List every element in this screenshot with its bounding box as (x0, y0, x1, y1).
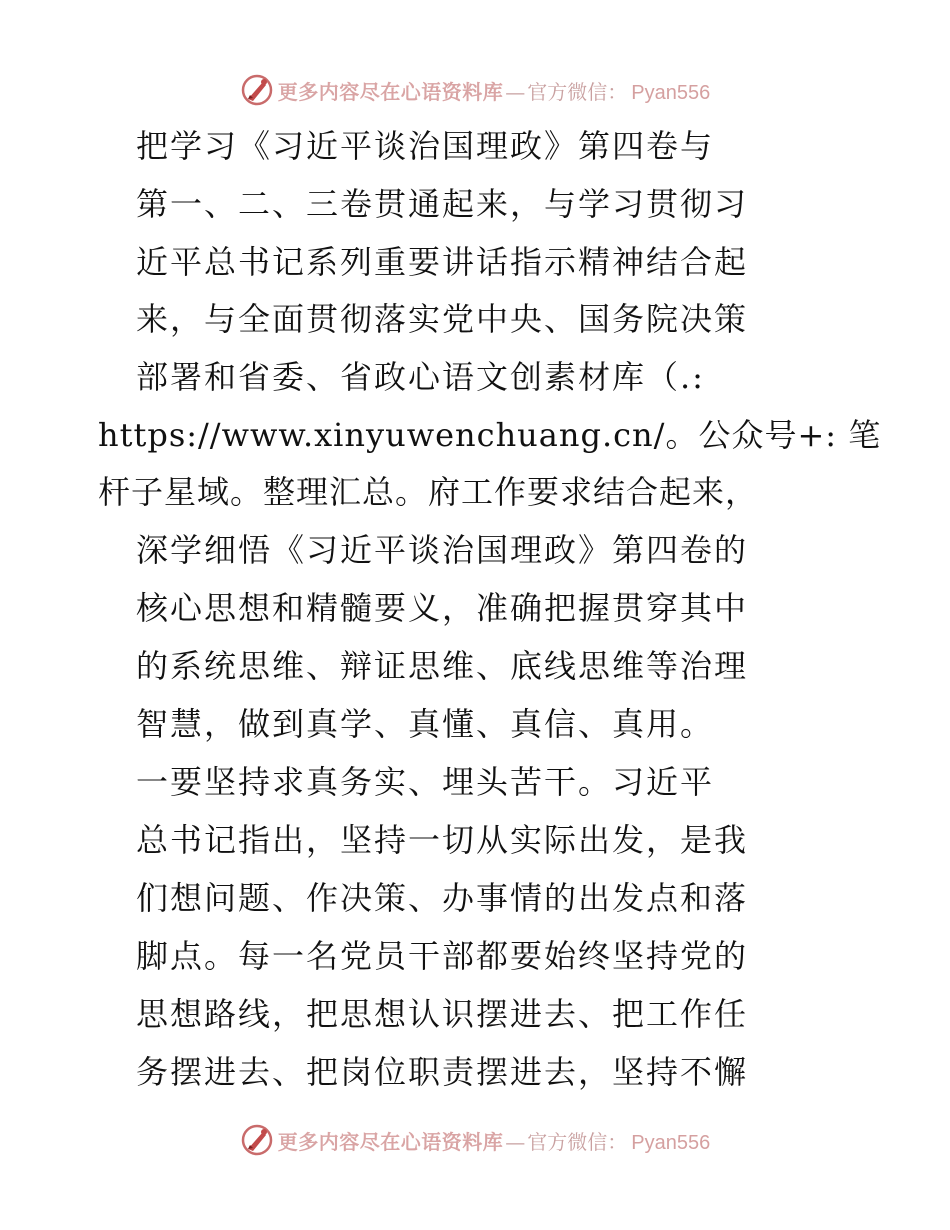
watermark-wechat-id: Pyan556 (631, 81, 711, 104)
body-line-3: 近平总书记系列重要讲话指示精神结合起 (136, 243, 749, 281)
footer-watermark (0, 1120, 950, 1160)
watermark-main-text: 更多内容尽在心语资料库 (277, 79, 504, 104)
body-line-13: 总书记指出，坚持一切从实际出发，是我 (136, 821, 749, 859)
body-line-17: 务摆进去、把岗位职责摆进去，坚持不懈 (136, 1053, 749, 1091)
watermark-separator: — (505, 79, 526, 104)
body-line-8: 深学细悟《习近平谈治国理政》第四卷的 (136, 531, 749, 569)
body-line-4: 来，与全面贯彻落实党中央、国务院决策 (136, 300, 749, 338)
body-line-15: 脚点。每一名党员干部都要始终坚持党的 (136, 937, 749, 975)
watermark-main-text: 更多内容尽在心语资料库 (277, 1129, 504, 1154)
watermark-separator: — (505, 1129, 526, 1154)
body-line-1: 把学习《习近平谈治国理政》第四卷与 (136, 127, 715, 165)
body-line-10: 的系统思维、辩证思维、底线思维等治理 (136, 647, 749, 685)
watermark-text (278, 1126, 710, 1155)
body-line-6: https://www.xinyuwenchuang.cn/。公众号+: 笔 (98, 416, 882, 454)
body-line-16: 思想路线，把思想认识摆进去、把工作任 (136, 995, 749, 1033)
body-line-11: 智慧，做到真学、真懂、真信、真用。 (136, 705, 715, 743)
watermark-wechat-label: 官方微信： (527, 79, 628, 104)
body-line-12: 一要坚持求真务实、埋头苦干。习近平 (136, 763, 715, 801)
body-line-7: 杆子星域。整理汇总。府工作要求结合起来， (98, 473, 759, 511)
body-line-5: 部署和省委、省政心语文创素材库（.: (136, 358, 705, 396)
watermark-wechat-id: Pyan556 (631, 1131, 711, 1154)
watermark-wechat-label: 官方微信： (527, 1129, 628, 1154)
body-line-14: 们想问题、作决策、办事情的出发点和落 (136, 879, 749, 917)
pen-logo-icon (240, 1123, 274, 1157)
body-line-9: 核心思想和精髓要义，准确把握贯穿其中 (136, 589, 749, 627)
body-line-2: 第一、二、三卷贯通起来，与学习贯彻习 (136, 185, 749, 223)
